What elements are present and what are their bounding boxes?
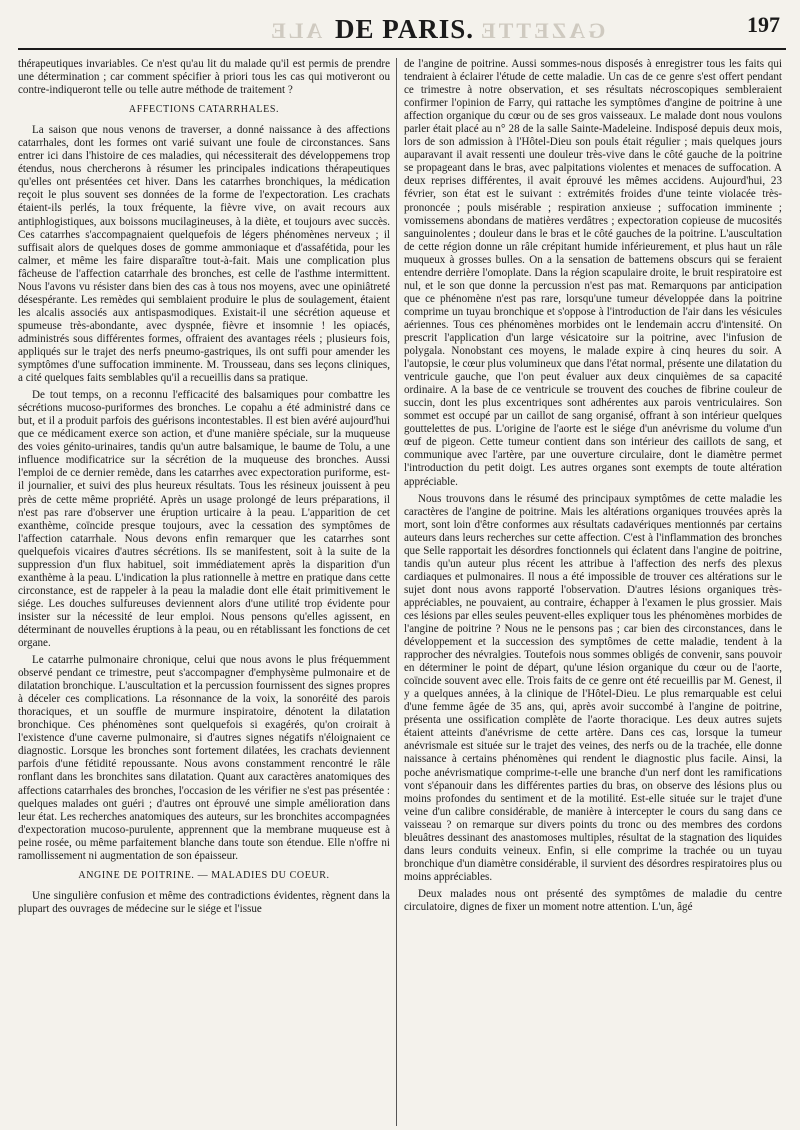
show-through-text-right: GAZETTE — [478, 18, 606, 43]
paragraph: De tout temps, on a reconnu l'efficacité des balsamiques pour combattre les sécrétions mucoso-puriformes des bronches. Le copahu a été administré dans ce but, et il a produit parfois des guérisons incontestables. Il est bien avéré aujourd'hui que ce médicament exerce son action, et d'une manière spéciale, sur la muqueuse des voies génito-urinaires, tandis qu'un autre balsamique, le baume de Tolu, a une influence modificatrice sur la sécrétion de la muqueuse des bronches. Aussi l'emploi de ce dernier remède, dans les catarrhes avec expectoration puriforme, est-il journalier, et suivi des plus heureux résultats. Tous les résineux jouissent à peu près de cette même propriété. Après un usage prolongé de leurs préparations, il n'est pas rare d'observer une éruption urticaire à la peau. L'apparition de cet exanthème, coïncide presque toujours, avec la cessation des symptômes de l'affection catarrhale. Nous devons enfin remarquer que les catarrhes sont quelquefois vicaires d'autres sécrétions. Ils se manifestent, soit à la suite de la suppression d'un flux habituel, soit immédiatement après la disparition d'un exanthème à la peau. L'indication la plus rationnelle à mettre en pratique dans cette circonstance, est de rappeler à la peau la maladie dont elle était primitivement le siége. Les douches sulfureuses deviennent alors d'une utilité trop évidente pour insister sur la nécessité de leur emploi. Nous pensons qu'elles agissent, en déterminant de nouvelles éruptions à la peau, ou en rétablissant les fonctions de cet organe. — [18, 389, 390, 650]
section-heading-catarrh: AFFECTIONS CATARRHALES. — [128, 104, 280, 116]
paragraph: Deux malades nous ont présenté des symptômes de maladie du centre circulatoire, dignes de fixer un moment notre attention. L'un, âgé — [404, 887, 782, 913]
paragraph: Le catarrhe pulmonaire chronique, celui que nous avons le plus fréquemment observé pendant ce trimestre, peut s'accompagner d'emphysème pulmonaire et de dilatation bronchique. L'auscultation et la percussion fournissent des signes propres à déceler ces complications. La résonnance de la voix, la sonoréité des parois thoraciques, et un souffle de murmure inspiratoire, dénotent la dilatation bronchique. Ces phénomènes sont quelquefois si exagérés, qu'on croirait à l'existence d'une caverne pulmonaire, si d'autres signes négatifs n'éloignaient ce diagnostic. Lorsque les bronches sont fortement dilatées, les crachats deviennent parfois d'une fétidité repoussante. Nous avons constamment rencontré le râle ronflant dans les bronchites sans dilatation. Quant aux caractères anatomiques des affections catarrhales des bronches, l'occasion de les vérifier ne s'est pas présentée : quelques malades ont guéri ; d'autres ont éprouvé une simple amélioration dans leur état. Les recherches anatomiques des auteurs, sur les bronchites accompagnées d'expectoration mucoso-purulente, apprennent que la membrane muqueuse est à peine rosée, ou même parfaitement blanche dans toute son étendue. Elle n'offre ni ramollissement ni augmentation de son épaisseur. — [18, 654, 390, 862]
page-number: 197 — [747, 12, 780, 37]
paragraph: Nous trouvons dans le résumé des principaux symptômes de cette maladie les caractères de l'angine de poitrine. Mais les altérations organiques trouvées après la mort, sont loin d'être conformes aux résultats cadavériques mentionnés par certains auteurs dans leurs recherches sur cette affection. C'est à l'inflammation des bronches que Selle rapportait les désordres fonctionnels qui éclatent dans l'angine de poitrine, tandis qu'un auteur plus récent les attribue à l'affection des nerfs des plexus cardiaques et pulmonaires. Il nous a été impossible de trouver ces altérations sur le sujet dont nous avons rapporté l'observation. D'autres lésions organiques très-appréciables, ne pouvaient, au contraire, échapper à l'examen le plus grossier. Mais ces lésions par elles seules peuvent-elles expliquer tous les phénomènes morbides de l'angine de poitrine ? Nous ne le pensons pas ; car bien des circonstances, dans le développement et la succession des symptômes de cette maladie, tendent à la rapprocher des névralgies. Toutefois nous sommes obligés de convenir, sans pouvoir en déterminer le point de départ, qu'une lésion organique du cœur ou de l'aorte, coïncide souvent avec elle. Trois faits de ce genre ont été recueillis par M. Genest, il y a quelques années, à la clinique de l'Hôtel-Dieu. Le plus remarquable est celui d'une femme âgée de 35 ans, qui, après avoir succombé à l'angine de poitrine, présenta une ossification complète de l'aorte thoracique. Les deux autres sujets étaient atteints d'anévrisme de cette artère. Dans ces cas, lorsque la tumeur anévrismale est située sur le trajet des veines, des nerfs ou de la trachée, elle donne naissance à certains phénomènes qui rendent le diagnostic plus facile. Ainsi, la poche anévrismatique comprime-t-elle une branche d'un nerf dont les ramifications vont s'épanouir dans les différentes parties du bras, on observe des lésions plus ou moins profondes du sentiment et de la motilité. Est-elle située sur le trajet d'une veine d'un calibre considérable, de manière à intercepter le cours du sang dans ce vaisseau ? on remarque sur divers points du tronc ou des membres des cordons bleuâtres dessinant des anastomoses multiples, résultat de la stagnation des liquides dans leurs conduits veineux. Enfin, si elle comprime la trachée ou un tuyau bronchique d'un diamètre considérable, il survient des désordres respiratoires plus ou moins appréciables. — [404, 492, 782, 883]
header-rule — [18, 48, 786, 50]
paragraph: La saison que nous venons de traverser, a donné naissance à des affections catarrhales, dont les formes ont varié suivant une foule de circonstances. Sans entrer ici dans l'histoire de ces maladies, qui nécessiterait des développemens trop étendus, nous chercherons à résumer les principales indications thérapeutiques qu'elles ont présentées cet hiver. Dans les catarrhes bronchiques, la médication reçoit le plus souvent ses données de la forme de l'expectoration. Les crachats étaient-ils perlés, la toux fréquente, la fièvre vive, on avait recours aux antiphlogistiques, aux boissons mucilagineuses, à la diète, et toujours avec succès. Ces catarrhes s'accompagnaient quelquefois de légers phénomènes nerveux ; il suffisait alors de quelques doses de gomme ammoniaque et d'assafétida, pour les calmer, et même les faire disparaître tout-à-fait. Mais une complication plus fâcheuse de l'affection catarrhale des bronches, est celle de l'asthme intermittent. Nous l'avons vu résister dans bien des cas à tous nos moyens, avec une opiniâtreté désespérante. Les remèdes qui semblaient produire le plus de soulagement, étaient les alcalis associés aux antispasmodiques. Existait-il une sécrétion aqueuse et spumeuse très-abondante, avec dyspnée, fièvre et insomnie ! les opiacés, administrés sous différentes formes, offraient des avantages réels ; plusieurs fois, appliqués sur le trajet des nerfs pneumo-gastriques, ils ont suffi pour amender les symptômes d'une suffocation imminente. M. Trousseau, dans ses leçons cliniques, a cité quelques faits semblables qu'il a recueillis dans sa pratique. — [18, 124, 390, 385]
page-header — [0, 0, 800, 52]
paragraph: Une singulière confusion et même des contradictions évidentes, règnent dans la plupart des ouvrages de médecine sur le siége et l'issue — [18, 889, 390, 915]
paragraph: thérapeutiques invariables. Ce n'est qu'au lit du malade qu'il est permis de prendre une détermination ; car comment spécifier à priori tous les cas qui motiveront ou contre-indiqueront telle ou telle autre méthode de traitement ? — [18, 58, 390, 97]
right-column — [404, 58, 782, 1126]
running-title: DE PARIS. — [335, 14, 475, 44]
paragraph: de l'angine de poitrine. Aussi sommes-nous disposés à enregistrer tous les faits qui tendraient à éclairer l'étude de cette maladie. Un cas de ce genre s'est offert pendant ce trimestre à notre observation, et ses résultats nécroscopiques sembleraient confirmer l'opinion de Farry, qui rattache les symptômes d'angine de poitrine à une affection organique du cœur ou de ses gros vaisseaux. Le malade dont nous voulons parler était placé au n° 28 de la salle Sainte-Madeleine. Indisposé depuis deux mois, lors de son admission à l'Hôtel-Dieu son pouls était régulier ; mais quelques jours auparavant il avait ressenti une douleur très-vive dans le côté gauche de la poitrine se propageant dans le bras, avec palpitations violentes et menaces de suffocation. A deux reprises différentes, il avait éprouvé les mêmes accidens. Aujourd'hui, 23 février, son état est le suivant : extrémités froides d'une teinte violacée très-prononcée ; pouls misérable ; respiration anxieuse ; suffocation imminente ; vomissemens abondans de matières verdâtres ; expectoration copieuse de mucosités sanguinolentes ; douleur dans le bras et le côté gauches de la poitrine. L'auscultation de cette région donne un râle crépitant humide inférieurement, et plus haut un râle muqueux à grosses bulles. On a la sensation de battemens obscurs qui se feraient entendre derrière l'omoplate. Dans la région scapulaire droite, le bruit respiratoire est nul, et le son que donne la percussion n'est pas mat. Remarquons par anticipation que ce phénomène n'est pas rare, lorsqu'une tumeur développée dans la poitrine comprime un tuyau bronchique et s'oppose à l'introduction de l'air dans les vésicules aériennes. Tous ces phénomènes morbides ont le lendemain accru d'intensité. On prescrit l'application d'un large vésicatoire sur la poitrine, avec l'infusion de polygala. Nonobstant ces moyens, le malade expire à cinq heures du soir. A l'autopsie, le cœur plus volumineux que dans l'état normal, présente une dilatation du ventricule gauche, que l'on peut évaluer aux deux cinquièmes de sa capacité ordinaire. A la base de ce ventricule se trouvent des couches de fibrine couleur de succin, dont les plus excentriques sont adhérentes aux parois ventriculaires. Son sommet est occupé par un caillot de sang organisé, offrant à son intérieur quelques gouttelettes de pus. L'origine de l'aorte est le siége d'un anévrisme du volume d'un œuf de pigeon. Cette tumeur contient dans son intérieur des caillots de sang, et communique avec l'artère, par une ouverture circulaire, dont le diamètre permet l'introduction du petit doigt. Les autres organes sont exempts de toute altération appréciable. — [404, 58, 782, 488]
section-heading-angina: ANGINE DE POITRINE. — MALADIES DU COEUR. — [78, 869, 330, 881]
show-through-text-left: ALE — [268, 18, 323, 43]
left-column — [18, 58, 390, 1126]
column-divider — [396, 58, 397, 1126]
